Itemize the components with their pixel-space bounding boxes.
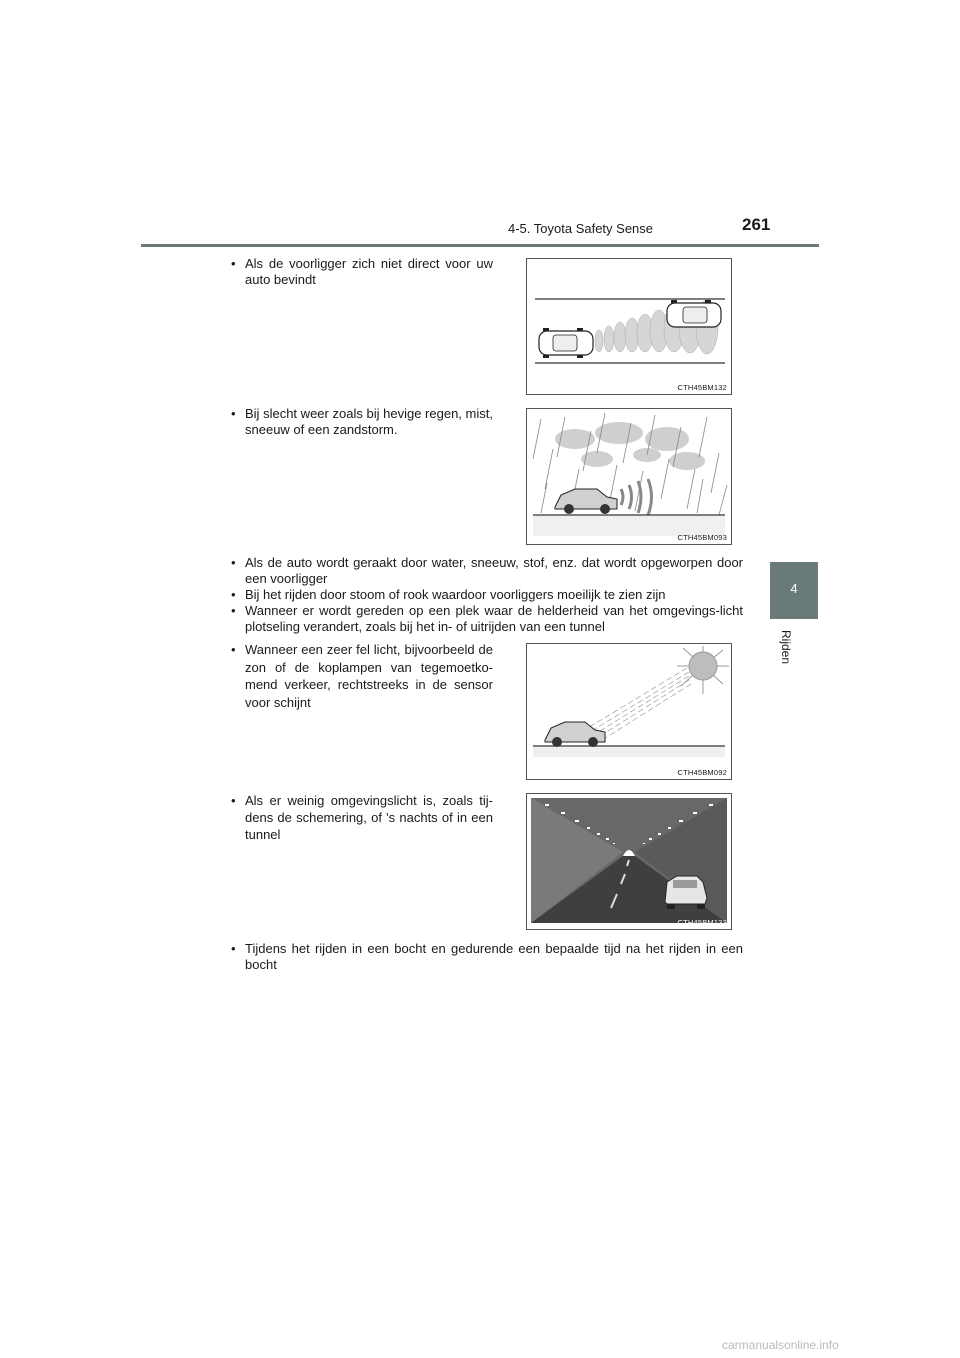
chapter-label xyxy=(773,630,813,670)
bullet-not-directly-ahead: • Als de voorligger zich niet direct voor uw auto bevindt xyxy=(231,256,493,288)
car-in-tunnel-icon xyxy=(665,876,707,909)
car-in-sun-icon xyxy=(545,722,605,747)
chapter-tab xyxy=(770,562,818,619)
header-divider xyxy=(141,244,819,247)
figure-tunnel xyxy=(526,793,732,930)
own-car-icon xyxy=(539,328,593,358)
bullet-low-light: • Als er weinig omgevingslicht is, zoals tij-dens de schemering, of 's nachts of in een tunnel xyxy=(231,792,493,843)
figure-offset-vehicle xyxy=(526,258,732,395)
bullet-curve: • Tijdens het rijden in een bocht en gedurende een bepaalde tijd na het rijden in een bocht xyxy=(231,941,743,973)
figure-code: CTH45BM093 xyxy=(677,533,727,542)
illustration-offset-vehicle xyxy=(527,259,731,394)
illustration-bad-weather xyxy=(527,409,731,544)
bullet-bright-light: • Wanneer een zeer fel licht, bijvoorbeeld de zon of de koplampen van tegemoetko-mend verkeer, rechtstreeks in de sensor voor schijnt xyxy=(231,641,493,711)
watermark: carmanualsonline.info xyxy=(722,1338,839,1352)
figure-sun-glare xyxy=(526,643,732,780)
chapter-number: 4 xyxy=(790,581,798,596)
illustration-sun-glare xyxy=(527,644,731,779)
figure-code: CTH45BM132 xyxy=(677,383,727,392)
bullet-steam-smoke: • Bij het rijden door stoom of rook waardoor voorliggers moeilijk te zien zijn xyxy=(231,587,743,603)
car-in-rain-icon xyxy=(555,489,617,514)
bullet-bad-weather: • Bij slecht weer zoals bij hevige regen, mist, sneeuw of een zandstorm. xyxy=(231,406,493,438)
bullet-water-snow-dust: • Als de auto wordt geraakt door water, sneeuw, stof, enz. dat wordt opgeworpen door een voorligger xyxy=(231,555,743,587)
illustration-tunnel xyxy=(527,794,731,929)
page-number: 261 xyxy=(742,215,771,234)
figure-code: CTH45BM133 xyxy=(677,918,727,927)
figure-bad-weather xyxy=(526,408,732,545)
preceding-car-icon xyxy=(667,300,721,327)
bullet-brightness-change: • Wanneer er wordt gereden op een plek waar de helderheid van het omgevings-licht plotseling verandert, zoals bij het in- of uitrijden van een tunnel xyxy=(231,603,743,635)
section-title: 4-5. Toyota Safety Sense xyxy=(508,221,654,236)
chapter-label-text: Rijden xyxy=(779,630,793,665)
figure-code: CTH45BM092 xyxy=(677,768,727,777)
